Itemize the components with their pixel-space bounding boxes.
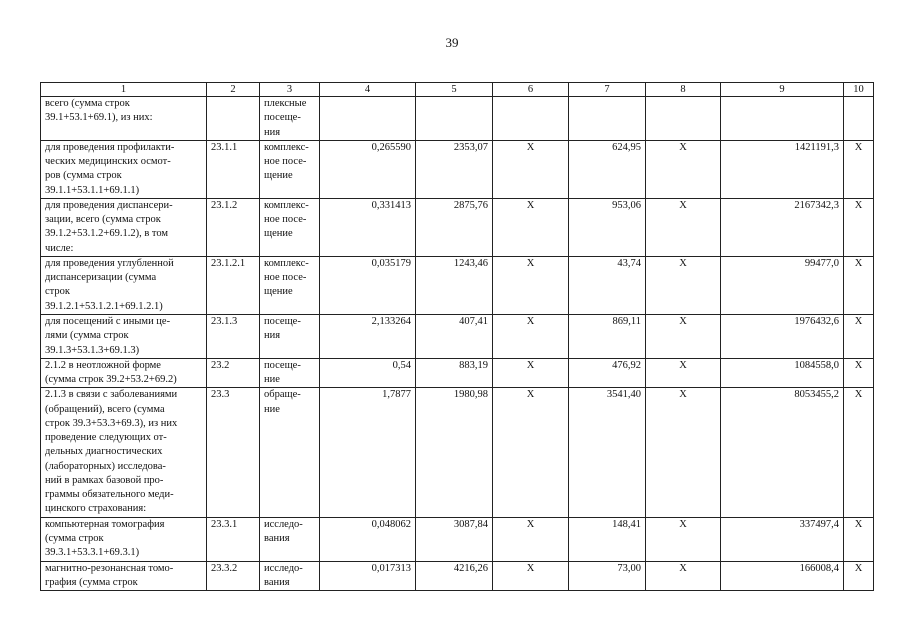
cell-col7: 953,06 [569, 198, 646, 256]
cell-col9 [721, 97, 844, 141]
table-row [41, 314, 874, 358]
row-code [207, 97, 260, 141]
cell-col5: 2353,07 [416, 140, 493, 198]
column-header: 2 [207, 83, 260, 97]
table-row [41, 388, 874, 517]
cell-col10: X [844, 561, 874, 591]
row-unit: посеще- ние [260, 358, 320, 388]
table-row [41, 561, 874, 591]
cell-col4: 0,017313 [320, 561, 416, 591]
column-header: 5 [416, 83, 493, 97]
cell-col8: X [646, 388, 721, 517]
cell-col4: 0,265590 [320, 140, 416, 198]
cell-col8: X [646, 140, 721, 198]
row-unit: плексные посеще- ния [260, 97, 320, 141]
table-header [41, 83, 874, 97]
row-code: 23.3.2 [207, 561, 260, 591]
table-body [41, 97, 874, 591]
row-code: 23.1.2 [207, 198, 260, 256]
table-row [41, 97, 874, 141]
cell-col5: 1980,98 [416, 388, 493, 517]
column-header: 4 [320, 83, 416, 97]
cell-col4: 0,54 [320, 358, 416, 388]
cell-col9: 337497,4 [721, 517, 844, 561]
cell-col6: X [493, 561, 569, 591]
column-header: 1 [41, 83, 207, 97]
cell-col5: 407,41 [416, 314, 493, 358]
row-code: 23.1.1 [207, 140, 260, 198]
page-number: 39 [445, 35, 459, 50]
cell-col9: 166008,4 [721, 561, 844, 591]
cell-col10: X [844, 388, 874, 517]
row-unit: комплекс- ное посе- щение [260, 256, 320, 314]
row-unit: комплекс- ное посе- щение [260, 198, 320, 256]
cell-col7: 476,92 [569, 358, 646, 388]
row-label: компьютерная томография (сумма строк 39.3.1+53.3.1+69.3.1) [41, 517, 207, 561]
column-header: 7 [569, 83, 646, 97]
cell-col6: X [493, 256, 569, 314]
cell-col10: X [844, 358, 874, 388]
row-code: 23.1.2.1 [207, 256, 260, 314]
cell-col7: 869,11 [569, 314, 646, 358]
cell-col8: X [646, 198, 721, 256]
cell-col5: 2875,76 [416, 198, 493, 256]
cell-col8: X [646, 256, 721, 314]
row-label: для посещений с иными це- лями (сумма строк 39.1.3+53.1.3+69.1.3) [41, 314, 207, 358]
table-row [41, 140, 874, 198]
row-code: 23.3.1 [207, 517, 260, 561]
cell-col9: 1084558,0 [721, 358, 844, 388]
cell-col10: X [844, 140, 874, 198]
cell-col8: X [646, 314, 721, 358]
cell-col7: 3541,40 [569, 388, 646, 517]
cell-col10 [844, 97, 874, 141]
column-header: 3 [260, 83, 320, 97]
column-header: 10 [844, 83, 874, 97]
cell-col4: 0,048062 [320, 517, 416, 561]
cell-col8 [646, 97, 721, 141]
row-label: всего (сумма строк 39.1+53.1+69.1), из них: [41, 97, 207, 141]
cell-col5: 883,19 [416, 358, 493, 388]
row-code: 23.2 [207, 358, 260, 388]
table-row [41, 517, 874, 561]
cell-col9: 8053455,2 [721, 388, 844, 517]
row-label: для проведения диспансери- зации, всего (сумма строк 39.1.2+53.1.2+69.1.2), в том числе: [41, 198, 207, 256]
table-row [41, 358, 874, 388]
cell-col10: X [844, 314, 874, 358]
cell-col8: X [646, 358, 721, 388]
cell-col6 [493, 97, 569, 141]
cell-col9: 1976432,6 [721, 314, 844, 358]
cell-col6: X [493, 358, 569, 388]
cell-col7: 73,00 [569, 561, 646, 591]
cell-col10: X [844, 517, 874, 561]
row-label: для проведения профилакти- ческих медицинских осмот- ров (сумма строк 39.1.1+53.1.1+69.1.1) [41, 140, 207, 198]
column-header: 9 [721, 83, 844, 97]
row-label: магнитно-резонансная томо- графия (сумма строк [41, 561, 207, 591]
cell-col8: X [646, 517, 721, 561]
cell-col5: 3087,84 [416, 517, 493, 561]
cell-col7: 43,74 [569, 256, 646, 314]
column-header: 8 [646, 83, 721, 97]
cell-col5: 4216,26 [416, 561, 493, 591]
cell-col10: X [844, 198, 874, 256]
cell-col6: X [493, 517, 569, 561]
row-label: 2.1.2 в неотложной форме (сумма строк 39.2+53.2+69.2) [41, 358, 207, 388]
cell-col7: 148,41 [569, 517, 646, 561]
cell-col4: 2,133264 [320, 314, 416, 358]
row-unit: комплекс- ное посе- щение [260, 140, 320, 198]
cell-col9: 99477,0 [721, 256, 844, 314]
data-table [40, 82, 874, 591]
row-code: 23.1.3 [207, 314, 260, 358]
table-row [41, 256, 874, 314]
cell-col7 [569, 97, 646, 141]
row-unit: обраще- ние [260, 388, 320, 517]
cell-col6: X [493, 198, 569, 256]
cell-col6: X [493, 140, 569, 198]
cell-col4: 0,331413 [320, 198, 416, 256]
cell-col6: X [493, 388, 569, 517]
row-label: 2.1.3 в связи с заболеваниями (обращений), всего (сумма строк 39.3+53.3+69.3), из них проведение следующих от- дельных диагностических (лабораторных) исследова- ний в рамках базовой про- граммы обязательного меди- цинского страхования: [41, 388, 207, 517]
cell-col5 [416, 97, 493, 141]
cell-col4: 1,7877 [320, 388, 416, 517]
cell-col9: 1421191,3 [721, 140, 844, 198]
cell-col6: X [493, 314, 569, 358]
table-row [41, 198, 874, 256]
cell-col4: 0,035179 [320, 256, 416, 314]
row-label: для проведения углубленной диспансеризации (сумма строк 39.1.2.1+53.1.2.1+69.1.2.1) [41, 256, 207, 314]
cell-col4 [320, 97, 416, 141]
column-header: 6 [493, 83, 569, 97]
cell-col8: X [646, 561, 721, 591]
cell-col9: 2167342,3 [721, 198, 844, 256]
header-row [41, 83, 874, 97]
cell-col10: X [844, 256, 874, 314]
row-unit: исследо- вания [260, 517, 320, 561]
row-code: 23.3 [207, 388, 260, 517]
row-unit: исследо- вания [260, 561, 320, 591]
cell-col7: 624,95 [569, 140, 646, 198]
cell-col5: 1243,46 [416, 256, 493, 314]
row-unit: посеще- ния [260, 314, 320, 358]
